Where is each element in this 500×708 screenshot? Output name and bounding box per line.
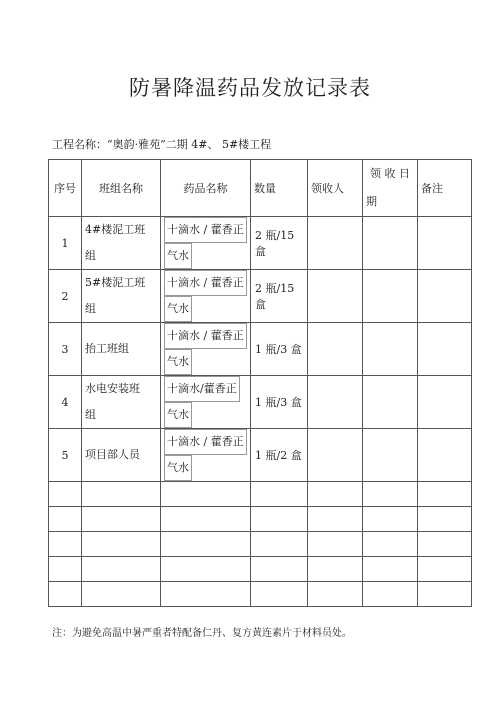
row-remark — [418, 323, 472, 376]
row-quantity: 2 瓶/15 盒 — [251, 217, 308, 270]
row-medicine — [161, 270, 251, 323]
row-team-line1: 项目部人员 — [85, 448, 140, 461]
row-quantity: 1 瓶/3 盒 — [251, 376, 308, 429]
header-team: 班组名称 — [82, 160, 161, 217]
row-quantity: 1 瓶/3 盒 — [251, 323, 308, 376]
empty-row — [49, 507, 472, 532]
project-name-line: 工程名称：“奥韵·雅苑”二期 4#、 5#楼工程 — [52, 138, 272, 151]
row-team — [82, 429, 161, 482]
empty-row — [49, 582, 472, 607]
header-no: 序号 — [49, 160, 82, 217]
row-team — [82, 217, 161, 270]
row-no: 2 — [49, 270, 82, 323]
row-team-line2: 组 — [85, 249, 96, 262]
row-receiver — [308, 323, 363, 376]
row-team — [82, 270, 161, 323]
table-row — [49, 376, 472, 429]
row-team-line1: 4#楼泥工班 — [85, 223, 146, 236]
row-remark — [418, 217, 472, 270]
row-team-line2: 组 — [85, 302, 96, 315]
row-date — [363, 217, 418, 270]
row-date — [363, 429, 418, 482]
empty-row — [49, 532, 472, 557]
row-medicine-line2: 气水 — [164, 402, 192, 428]
table-row — [49, 323, 472, 376]
row-quantity: 1 瓶/2 盒 — [251, 429, 308, 482]
row-no: 3 — [49, 323, 82, 376]
row-receiver — [308, 270, 363, 323]
row-medicine-line1: 十滴水 / 藿香正 — [164, 323, 247, 349]
row-receiver — [308, 429, 363, 482]
header-date-line1: 领 收 日 — [370, 167, 410, 180]
row-receiver — [308, 376, 363, 429]
table-row — [49, 429, 472, 482]
row-medicine — [161, 429, 251, 482]
document-title: 防暑降温药品发放记录表 — [129, 76, 371, 100]
row-date — [363, 376, 418, 429]
row-no: 4 — [49, 376, 82, 429]
row-remark — [418, 376, 472, 429]
row-team — [82, 376, 161, 429]
header-row — [49, 160, 472, 217]
row-date — [363, 270, 418, 323]
row-medicine-line2: 气水 — [164, 296, 192, 322]
row-medicine — [161, 376, 251, 429]
row-medicine-line2: 气水 — [164, 243, 192, 269]
row-medicine-line1: 十滴水 / 藿香正 — [164, 217, 247, 243]
row-team-line1: 抬工班组 — [85, 342, 129, 355]
table-row — [49, 270, 472, 323]
row-medicine-line2: 气水 — [164, 455, 192, 481]
record-table — [48, 159, 472, 607]
row-no: 1 — [49, 217, 82, 270]
row-remark — [418, 429, 472, 482]
row-receiver — [308, 217, 363, 270]
row-medicine-line1: 十滴水 / 藿香正 — [164, 429, 247, 455]
row-medicine — [161, 323, 251, 376]
header-date — [363, 160, 418, 217]
row-medicine-line1: 十滴水 / 藿香正 — [164, 270, 247, 296]
row-medicine-line1: 十滴水/藿香正 — [164, 376, 240, 402]
row-quantity: 2 瓶/15 盒 — [251, 270, 308, 323]
header-medicine: 药品名称 — [161, 160, 251, 217]
row-team-line1: 水电安装班 — [85, 382, 140, 395]
row-no: 5 — [49, 429, 82, 482]
footnote: 注：为避免高温中暑严重者特配备仁丹、复方黄连素片于材料员处。 — [52, 628, 352, 639]
header-receiver: 领收人 — [308, 160, 363, 217]
header-date-line2: 期 — [366, 195, 377, 208]
row-date — [363, 323, 418, 376]
row-team-line1: 5#楼泥工班 — [85, 276, 146, 289]
row-team — [82, 323, 161, 376]
row-medicine-line2: 气水 — [164, 349, 192, 375]
empty-row — [49, 482, 472, 507]
header-quantity: 数量 — [251, 160, 308, 217]
header-remark: 备注 — [418, 160, 472, 217]
row-team-line2: 组 — [85, 408, 96, 421]
row-remark — [418, 270, 472, 323]
empty-row — [49, 557, 472, 582]
row-medicine — [161, 217, 251, 270]
table-row — [49, 217, 472, 270]
